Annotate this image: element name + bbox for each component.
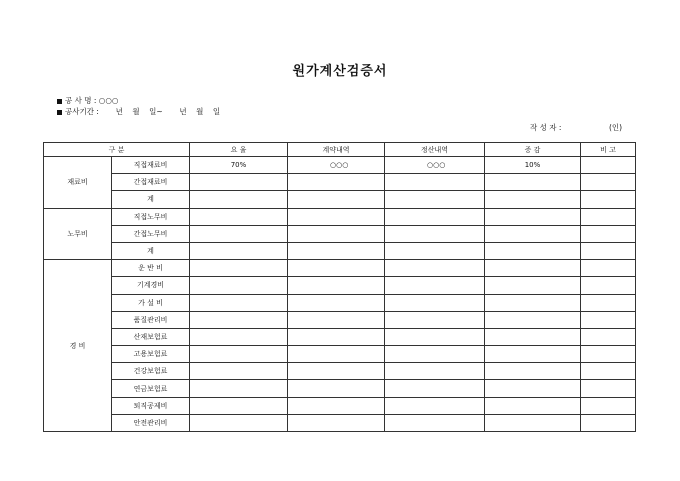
change-cell [485,208,581,225]
change-cell [485,225,581,242]
table-row [44,346,636,363]
item-cell: 가 설 비 [112,294,190,311]
header-remarks: 비 고 [581,143,636,157]
rate-cell [190,242,288,259]
contract-cell [288,191,385,208]
rate-cell [190,397,288,414]
remarks-cell [581,328,636,345]
rate-cell [190,225,288,242]
contract-cell [288,380,385,397]
table-row [44,174,636,191]
settlement-cell [385,294,485,311]
settlement-cell [385,174,485,191]
item-cell: 안전관리비 [112,414,190,431]
header-settlement: 정산내역 [385,143,485,157]
remarks-cell [581,191,636,208]
rate-cell [190,277,288,294]
remarks-cell [581,311,636,328]
contract-cell [288,208,385,225]
table-row [44,380,636,397]
rate-cell [190,191,288,208]
table-row [44,414,636,431]
remarks-cell [581,346,636,363]
contract-cell [288,397,385,414]
change-cell [485,346,581,363]
rate-cell [190,208,288,225]
remarks-cell [581,414,636,431]
settlement-cell [385,260,485,277]
remarks-cell [581,260,636,277]
bullet-square-icon [57,110,62,115]
remarks-cell [581,380,636,397]
table-row [44,260,636,277]
change-cell: 10% [485,157,581,174]
remarks-cell [581,397,636,414]
contract-cell: ○○○ [288,157,385,174]
settlement-cell [385,311,485,328]
item-cell: 퇴직공제비 [112,397,190,414]
header-category: 구 분 [44,143,190,157]
rate-cell [190,328,288,345]
table-row [44,157,636,174]
change-cell [485,277,581,294]
group-label: 노무비 [44,208,112,260]
change-cell [485,242,581,259]
settlement-cell [385,346,485,363]
item-cell: 계 [112,242,190,259]
change-cell [485,414,581,431]
settlement-cell [385,277,485,294]
table-row [44,191,636,208]
table-header-row [44,143,636,157]
change-cell [485,380,581,397]
change-cell [485,174,581,191]
rate-cell [190,414,288,431]
remarks-cell [581,225,636,242]
change-cell [485,294,581,311]
project-name-label: 공 사 명 : ○○○ [65,96,119,105]
table-row [44,328,636,345]
change-cell [485,191,581,208]
table-row [44,277,636,294]
settlement-cell [385,191,485,208]
remarks-cell [581,157,636,174]
seal-label: (인) [609,123,623,132]
change-cell [485,311,581,328]
change-cell [485,363,581,380]
item-cell: 연금보험료 [112,380,190,397]
item-cell: 건강보험료 [112,363,190,380]
rate-cell [190,174,288,191]
rate-cell [190,260,288,277]
bullet-square-icon [57,99,62,104]
table-row [44,397,636,414]
item-cell: 고용보험료 [112,346,190,363]
table-row [44,363,636,380]
settlement-cell [385,242,485,259]
table-row [44,242,636,259]
document-title: 원가계산검증서 [292,64,388,79]
rate-cell: 70% [190,157,288,174]
table-row [44,294,636,311]
table-row [44,225,636,242]
contract-cell [288,414,385,431]
item-cell: 기계경비 [112,277,190,294]
period-line [57,107,220,117]
remarks-cell [581,174,636,191]
contract-cell [288,363,385,380]
item-cell: 간접노무비 [112,225,190,242]
item-cell: 품질관리비 [112,311,190,328]
writer-label: 작 성 자 : [530,123,562,132]
contract-cell [288,294,385,311]
rate-cell [190,380,288,397]
contract-cell [288,311,385,328]
contract-cell [288,328,385,345]
table-row [44,208,636,225]
contract-cell [288,346,385,363]
rate-cell [190,294,288,311]
contract-cell [288,174,385,191]
item-cell: 계 [112,191,190,208]
item-cell: 간접재료비 [112,174,190,191]
settlement-cell [385,208,485,225]
rate-cell [190,346,288,363]
settlement-cell [385,225,485,242]
contract-cell [288,242,385,259]
header-rate: 요 율 [190,143,288,157]
header-change: 증 감 [485,143,581,157]
group-label: 경 비 [44,260,112,432]
contract-cell [288,225,385,242]
project-name-line [57,96,118,106]
settlement-cell [385,363,485,380]
item-cell: 산재보험료 [112,328,190,345]
settlement-cell [385,328,485,345]
cost-verification-table [43,142,636,432]
settlement-cell [385,397,485,414]
remarks-cell [581,242,636,259]
remarks-cell [581,277,636,294]
remarks-cell [581,208,636,225]
contract-cell [288,277,385,294]
contract-cell [288,260,385,277]
item-cell: 직접재료비 [112,157,190,174]
header-contract: 계약내역 [288,143,385,157]
remarks-cell [581,363,636,380]
settlement-cell: ○○○ [385,157,485,174]
group-label: 재료비 [44,157,112,209]
item-cell: 직접노무비 [112,208,190,225]
change-cell [485,397,581,414]
settlement-cell [385,380,485,397]
table-row [44,311,636,328]
item-cell: 운 반 비 [112,260,190,277]
change-cell [485,328,581,345]
rate-cell [190,311,288,328]
rate-cell [190,363,288,380]
settlement-cell [385,414,485,431]
remarks-cell [581,294,636,311]
period-label: 공사기간 : 년 월 일~ 년 월 일 [65,107,221,116]
change-cell [485,260,581,277]
